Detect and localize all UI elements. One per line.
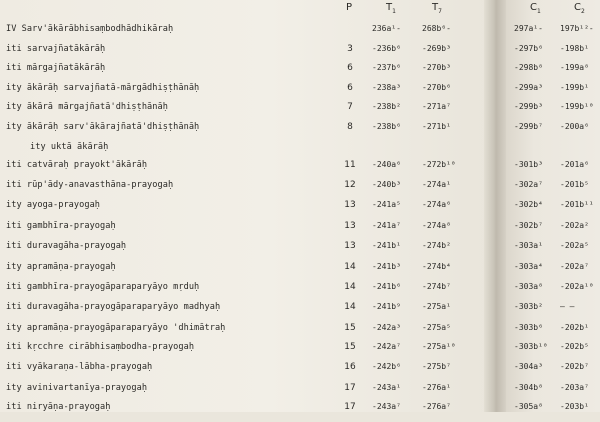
row-t1-ref: -240b³: [372, 180, 401, 189]
row-c2-ref: -198b¹: [560, 44, 589, 53]
row-t1-ref: 236a¹-: [372, 24, 401, 33]
row-label: iti gambhīra-prayogaḥ: [6, 221, 116, 231]
row-c2-ref: -202a¹⁰: [560, 282, 594, 291]
table-row: [0, 122, 600, 142]
row-page: 13: [344, 241, 356, 251]
row-t1-ref: -243a¹: [372, 383, 401, 392]
table-row: [0, 83, 600, 103]
row-t1-ref: -241b¹: [372, 241, 401, 250]
row-t1-ref: -241b⁶: [372, 282, 401, 291]
table-row: [0, 262, 600, 282]
row-t2-ref: -274a⁸: [422, 221, 451, 230]
row-c1-ref: -302b⁴: [514, 200, 543, 209]
row-c2-ref: -203b¹: [560, 402, 589, 411]
table-row: [0, 323, 600, 343]
row-page: 12: [344, 180, 356, 190]
header-p: P: [346, 2, 353, 13]
row-t1-ref: -242a⁷: [372, 342, 401, 351]
row-page: 11: [344, 160, 356, 170]
row-label: ity uktā ākārāḥ: [30, 142, 109, 152]
header-t2: [432, 2, 442, 15]
row-c2-ref: -201b¹¹: [560, 200, 594, 209]
row-label: ity avinivartanīya-prayogaḥ: [6, 383, 148, 393]
row-t1-ref: -242a³: [372, 323, 401, 332]
row-label: iti sarvajñatākārāḥ: [6, 44, 106, 54]
row-page: 14: [344, 302, 356, 312]
row-c1-ref: -304b⁸: [514, 383, 543, 392]
table-row: [0, 24, 600, 44]
row-page: 13: [344, 221, 356, 231]
row-c2-ref: -202b⁷: [560, 362, 589, 371]
row-t2-ref: -275a⁵: [422, 323, 451, 332]
row-c1-ref: -299a³: [514, 83, 543, 92]
row-label: iti rūp'ādy-anavasthāna-prayogaḥ: [6, 180, 174, 190]
row-page: 6: [347, 83, 353, 93]
row-c1-ref: -297b⁶: [514, 44, 543, 53]
row-page: 17: [344, 402, 356, 412]
row-t2-ref: -270b³: [422, 63, 451, 72]
row-c1-ref: -303b⁶: [514, 323, 543, 332]
row-t2-ref: -270b⁶: [422, 83, 451, 92]
row-label: IV Sarv'ākārābhisaṃbodhādhikāraḥ: [6, 24, 174, 34]
row-t2-ref: -269b³: [422, 44, 451, 53]
header-c1: [530, 2, 541, 15]
row-c2-ref: -201b⁵: [560, 180, 589, 189]
table-row: [0, 362, 600, 382]
table-row: [0, 241, 600, 261]
row-t1-ref: -241b³: [372, 262, 401, 271]
table-row: [0, 142, 600, 162]
table-row: [0, 402, 600, 422]
row-label: ity ākārāḥ sarvajñatā-mārgādhiṣṭhānāḥ: [6, 83, 200, 93]
row-page: 14: [344, 282, 356, 292]
row-label: ity ayoga-prayogaḥ: [6, 200, 101, 210]
row-t2-ref: -274b⁷: [422, 282, 451, 291]
row-t2-ref: -275a¹: [422, 302, 451, 311]
row-t2-ref: -272b¹⁰: [422, 160, 456, 169]
row-t2-ref: -274a¹: [422, 180, 451, 189]
row-c2-ref: -201a⁶: [560, 160, 589, 169]
row-t1-ref: -238b²: [372, 102, 401, 111]
row-c1-ref: -303a⁴: [514, 262, 543, 271]
row-t1-ref: -236b⁶: [372, 44, 401, 53]
row-page: 17: [344, 383, 356, 393]
header-t2-letter: T: [432, 2, 439, 13]
row-t2-ref: 268b⁶-: [422, 24, 451, 33]
row-t1-ref: -238b⁶: [372, 122, 401, 131]
row-label: iti mārgajñatākārāḥ: [6, 63, 106, 73]
row-label: iti gambhīra-prayogāparaparyāyo mṛduḥ: [6, 282, 200, 292]
row-t2-ref: -274b²: [422, 241, 451, 250]
row-c1-ref: -303b²: [514, 302, 543, 311]
table-row: [0, 63, 600, 83]
row-page: 6: [347, 63, 353, 73]
row-t1-ref: -240a⁶: [372, 160, 401, 169]
table-row: [0, 383, 600, 403]
table-row: [0, 282, 600, 302]
table-row: [0, 221, 600, 241]
header-c2: [574, 2, 585, 15]
row-t1-ref: -241b⁹: [372, 302, 401, 311]
header-c1-sub: 1: [536, 8, 541, 15]
table-row: [0, 200, 600, 220]
row-c2-ref: -202a⁵: [560, 241, 589, 250]
row-label: iti niryāṇa-prayogaḥ: [6, 402, 111, 412]
row-t1-ref: -238a³: [372, 83, 401, 92]
table-row: [0, 302, 600, 322]
row-t1-ref: -242b⁶: [372, 362, 401, 371]
row-c1-ref: -301b³: [514, 160, 543, 169]
row-c2-ref: -202a⁷: [560, 262, 589, 271]
header-t1-sub: 1: [392, 8, 396, 15]
row-t1-ref: -241a⁵: [372, 200, 401, 209]
row-label: ity apramāṇa-prayogaḥ: [6, 262, 116, 272]
row-label: ity apramāṇa-prayogāparaparyāyo 'dhimātraḥ: [6, 323, 226, 333]
table-row: [0, 102, 600, 122]
row-t2-ref: -274a⁶: [422, 200, 451, 209]
row-page: 8: [347, 122, 353, 132]
row-c1-ref: -303a⁸: [514, 282, 543, 291]
header-c1-letter: C: [530, 2, 537, 13]
row-t2-ref: -276a¹: [422, 383, 451, 392]
row-c2-ref: -199a⁸: [560, 63, 589, 72]
row-c2-ref: 197b¹²-: [560, 24, 594, 33]
row-c1-ref: -298b⁸: [514, 63, 543, 72]
row-label: iti duravagāha-prayogāparaparyāyo madhyaḥ: [6, 302, 221, 312]
header-t1-letter: T: [386, 2, 393, 13]
row-c2-ref: -199b¹⁰: [560, 102, 594, 111]
row-page: 7: [347, 102, 353, 112]
row-label: ity ākārāḥ sarv'ākārajñatā'dhiṣṭhānāḥ: [6, 122, 200, 132]
header-t2-sub: 7: [438, 8, 442, 15]
row-c1-ref: -302b⁷: [514, 221, 543, 230]
row-label: ity ākārā mārgajñatā'dhiṣṭhānāḥ: [6, 102, 168, 112]
row-c1-ref: -299b⁷: [514, 122, 543, 131]
row-c2-ref: -202a²: [560, 221, 589, 230]
row-c1-ref: -299b³: [514, 102, 543, 111]
row-label: iti vyākaraṇa-lābha-prayogaḥ: [6, 362, 153, 372]
row-c2-ref: – –: [560, 302, 575, 311]
row-page: 15: [344, 342, 356, 352]
header-c2-sub: 2: [580, 8, 585, 15]
row-c1-ref: -303b¹⁰: [514, 342, 548, 351]
row-label: iti kṛcchre cirābhisaṃbodha-prayogaḥ: [6, 342, 195, 352]
row-page: 16: [344, 362, 356, 372]
row-t2-ref: -276a⁷: [422, 402, 451, 411]
row-c2-ref: -200a⁶: [560, 122, 589, 131]
row-t2-ref: -274b⁴: [422, 262, 451, 271]
row-c1-ref: -302a⁷: [514, 180, 543, 189]
row-t2-ref: -271b¹: [422, 122, 451, 131]
row-t2-ref: -275b⁷: [422, 362, 451, 371]
table-row: [0, 342, 600, 362]
row-t1-ref: -241a⁷: [372, 221, 401, 230]
row-label: iti duravagāha-prayogaḥ: [6, 241, 127, 251]
table-row: [0, 180, 600, 200]
row-page: 15: [344, 323, 356, 333]
row-t1-ref: -243a⁷: [372, 402, 401, 411]
row-c2-ref: -202b⁵: [560, 342, 589, 351]
header-t1: [386, 2, 396, 15]
row-t2-ref: -275a¹⁰: [422, 342, 456, 351]
row-page: 13: [344, 200, 356, 210]
row-c1-ref: -305a⁸: [514, 402, 543, 411]
row-t1-ref: -237b⁶: [372, 63, 401, 72]
row-label: iti catvāraḥ prayokt'ākārāḥ: [6, 160, 148, 170]
row-c1-ref: -304a³: [514, 362, 543, 371]
row-page: 14: [344, 262, 356, 272]
row-c2-ref: -203a⁷: [560, 383, 589, 392]
row-c2-ref: -199b¹: [560, 83, 589, 92]
row-page: 3: [347, 44, 353, 54]
table-row: [0, 44, 600, 64]
row-c1-ref: 297a¹-: [514, 24, 543, 33]
row-c2-ref: -202b¹: [560, 323, 589, 332]
table-row: [0, 160, 600, 180]
header-c2-letter: C: [574, 2, 581, 13]
row-t2-ref: -271a⁷: [422, 102, 451, 111]
row-c1-ref: -303a¹: [514, 241, 543, 250]
